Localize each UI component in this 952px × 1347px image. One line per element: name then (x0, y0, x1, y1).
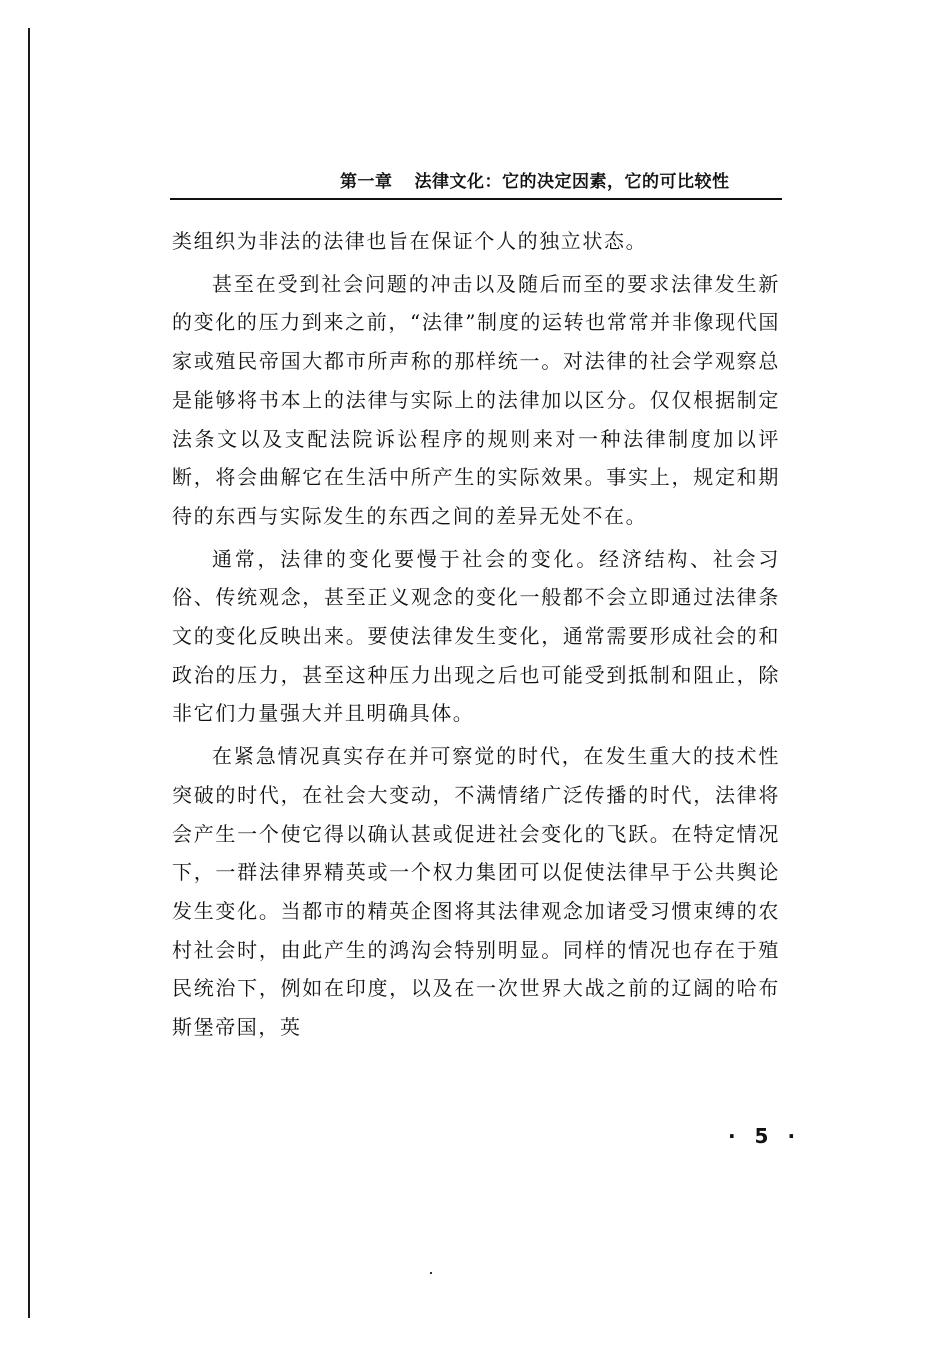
chapter-title: 法律文化：它的决定因素，它的可比较性 (414, 172, 730, 192)
paragraph: 通常，法律的变化要慢于社会的变化。经济结构、社会习俗、传统观念，甚至正义观念的变化一般都不会立即通过法律条文的变化反映出来。要使法律发生变化，通常需要形成社会的和政治的压力，甚至这种压力出现之后也可能受到抵制和阻止，除非它们力量强大并且明确具体。 (172, 546, 780, 726)
page-edge-line (28, 28, 30, 1318)
paragraph: 在紧急情况真实存在并可察觉的时代，在发生重大的技术性突破的时代，在社会大变动，不满情绪广泛传播的时代，法律将会产生一个使它得以确认甚或促进社会变化的飞跃。在特定情况下，一群法律界精英或一个权力集团可以促使法律早于公共舆论发生变化。当都市的精英企图将其法律观念加诸受习惯束缚的农村社会时，由此产生的鸿沟会特别明显。同样的情况也存在于殖民统治下，例如在印度，以及在一次世界大战之前的辽阔的哈布斯堡帝国，英 (172, 744, 780, 1040)
scan-speck (430, 1272, 432, 1274)
paragraph-continued: 类组织为非法的法律也旨在保证个人的独立状态。 (172, 229, 648, 253)
body-text (172, 222, 780, 1047)
header-rule (170, 198, 782, 200)
running-header (340, 170, 780, 194)
page-number: · 5 · (728, 1124, 802, 1148)
paragraph: 甚至在受到社会问题的冲击以及随后而至的要求法律发生新的变化的压力到来之前，“法律”制度的运转也常常并非像现代国家或殖民帝国大都市所声称的那样统一。对法律的社会学观察总是能够将书本上的法律与实际上的法律加以区分。仅仅根据制定法条文以及支配法院诉讼程序的规则来对一种法律制度加以评断，将会曲解它在生活中所产生的实际效果。事实上，规定和期待的东西与实际发生的东西之间的差异无处不在。 (172, 271, 780, 528)
chapter-label: 第一章 (340, 172, 393, 192)
